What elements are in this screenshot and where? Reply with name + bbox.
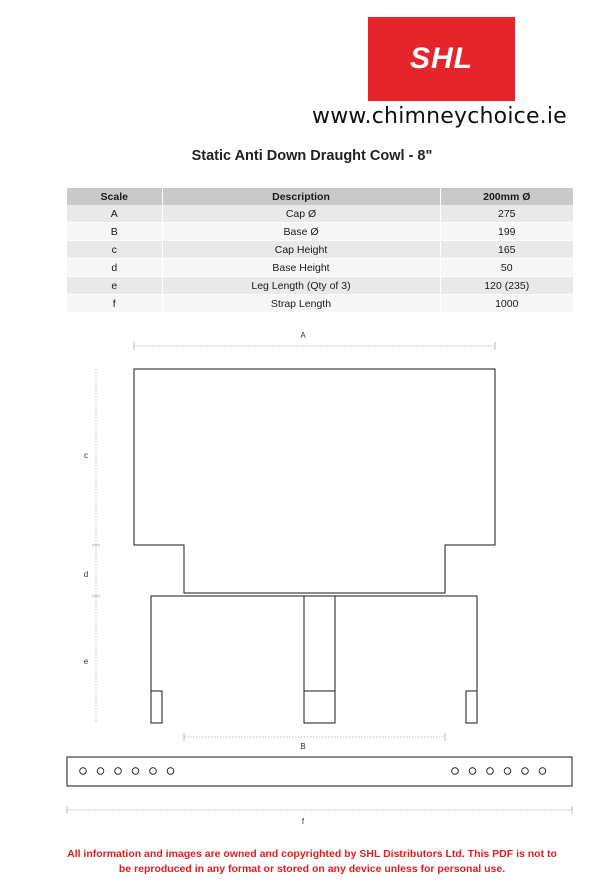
cell-description: Cap Ø xyxy=(162,205,440,223)
strap-hole xyxy=(167,768,174,775)
strap-hole xyxy=(539,768,546,775)
strap-hole xyxy=(150,768,157,775)
website-url[interactable]: www.chimneychoice.ie xyxy=(312,104,567,129)
copyright-line-2: be reproduced in any format or stored on any device unless for personal use. xyxy=(118,863,506,875)
strap-hole xyxy=(504,768,511,775)
copyright-line-1: All information and images are owned and copyrighted by SHL Distributors Ltd. This PDF is not to xyxy=(67,848,557,860)
cell-scale: c xyxy=(67,241,162,259)
header-size: 200mm Ø xyxy=(440,188,573,205)
cell-value: 1000 xyxy=(440,295,573,313)
strap-hole xyxy=(469,768,476,775)
cell-scale: e xyxy=(67,277,162,295)
cell-scale: B xyxy=(67,223,162,241)
cell-value: 120 (235) xyxy=(440,277,573,295)
strap-hole xyxy=(115,768,122,775)
dimension-label-c: c xyxy=(84,451,88,460)
strap xyxy=(67,757,572,786)
strap-hole xyxy=(452,768,459,775)
dimension-label-a: A xyxy=(300,331,306,340)
leg-center xyxy=(304,596,335,723)
strap-hole xyxy=(487,768,494,775)
cell-value: 165 xyxy=(440,241,573,259)
dimension-a xyxy=(134,331,495,350)
cell-description: Leg Length (Qty of 3) xyxy=(162,277,440,295)
cell-value: 275 xyxy=(440,205,573,223)
strap-hole xyxy=(132,768,139,775)
cap-outline xyxy=(134,369,495,593)
cell-description: Base Ø xyxy=(162,223,440,241)
strap-holes-left xyxy=(80,768,174,775)
cell-scale: A xyxy=(67,205,162,223)
cell-scale: f xyxy=(67,295,162,313)
cowl-outline xyxy=(134,369,495,723)
dimension-b xyxy=(184,733,445,751)
cell-scale: d xyxy=(67,259,162,277)
cell-value: 50 xyxy=(440,259,573,277)
strap-hole xyxy=(522,768,529,775)
cell-description: Cap Height xyxy=(162,241,440,259)
cell-description: Strap Length xyxy=(162,295,440,313)
header-scale: Scale xyxy=(67,188,162,205)
page-title: Static Anti Down Draught Cowl - 8" xyxy=(191,148,433,164)
dimension-label-f: f xyxy=(301,817,305,826)
dimension-f xyxy=(67,806,572,826)
dimension-label-d: d xyxy=(83,570,89,579)
cell-value: 199 xyxy=(440,223,573,241)
logo-text: SHL xyxy=(410,42,473,75)
cell-description: Base Height xyxy=(162,259,440,277)
base-frame xyxy=(151,596,477,723)
copyright-notice xyxy=(0,847,600,877)
foot-left xyxy=(151,691,162,723)
strap-hole xyxy=(80,768,87,775)
dimension-label-b: B xyxy=(300,742,306,751)
dimension-vertical xyxy=(84,369,100,722)
strap-hole xyxy=(97,768,104,775)
foot-right xyxy=(466,691,477,723)
dimension-label-e: e xyxy=(83,657,89,666)
strap-holes-right xyxy=(452,768,546,775)
header-description: Description xyxy=(162,188,440,205)
